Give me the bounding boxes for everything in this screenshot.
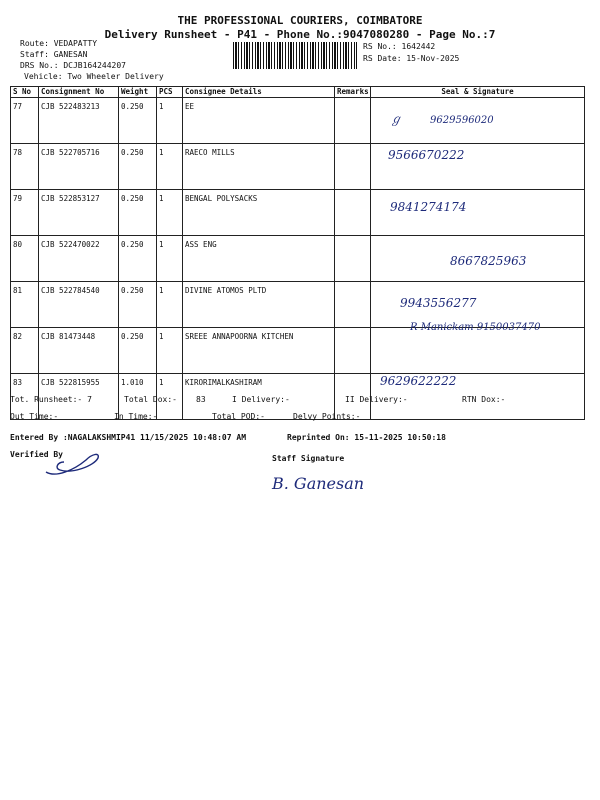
handwritten-sig-77: ℊ 9629596020 — [390, 112, 494, 126]
vehicle-label: Vehicle: Two Wheeler Delivery — [24, 72, 164, 81]
cell-weight: 1.010 — [119, 374, 157, 420]
cell-consignment: CJB 81473448 — [39, 328, 119, 374]
cell-remarks — [335, 190, 371, 236]
reprinted-on: Reprinted On: 15-11-2025 10:50:18 — [287, 433, 446, 442]
delvy-points-label: Delvy Points:- — [293, 412, 361, 421]
handwritten-phone-77: 9629596020 — [430, 115, 494, 126]
cell-sno: 80 — [11, 236, 39, 282]
cell-remarks — [335, 98, 371, 144]
company-title: THE PROFESSIONAL COURIERS, COIMBATORE — [177, 14, 423, 27]
runsheet-subtitle: Delivery Runsheet - P41 - Phone No.:9047080280 - Page No.:7 — [104, 28, 496, 41]
cell-consignment: CJB 522784540 — [39, 282, 119, 328]
table-row — [11, 144, 585, 190]
cell-signature — [371, 328, 585, 374]
cell-remarks — [335, 236, 371, 282]
handwritten-phone-82b: R Manickam 9150037470 — [410, 322, 541, 333]
table-row — [11, 98, 585, 144]
cell-consignee: BENGAL POLYSACKS — [183, 190, 335, 236]
cell-consignment: CJB 522853127 — [39, 190, 119, 236]
cell-consignment: CJB 522483213 — [39, 98, 119, 144]
verified-by-label: Verified By — [10, 450, 63, 459]
cell-consignee: ASS ENG — [183, 236, 335, 282]
cell-weight: 0.250 — [119, 190, 157, 236]
handwritten-phone-83: 9629622222 — [380, 374, 457, 388]
rs-date-label: RS Date: 15-Nov-2025 — [363, 54, 460, 63]
col-pcs: PCS — [157, 87, 183, 98]
handwritten-phone-82a: 9943556277 — [400, 296, 477, 310]
verified-signature-mark — [42, 448, 104, 482]
cell-consignee: KIRORIMALKASHIRAM — [183, 374, 335, 420]
cell-pcs: 1 — [157, 282, 183, 328]
cell-sno: 79 — [11, 190, 39, 236]
handwritten-sig-82b — [410, 322, 540, 333]
cell-consignee: RAECO MILLS — [183, 144, 335, 190]
col-sno: S No — [11, 87, 39, 98]
cell-remarks — [335, 144, 371, 190]
col-consignment: Consignment No — [39, 87, 119, 98]
cell-weight: 0.250 — [119, 236, 157, 282]
cell-pcs: 1 — [157, 190, 183, 236]
col-remarks: Remarks — [335, 87, 371, 98]
handwritten-phone-80: 8667825963 — [450, 254, 527, 268]
out-time-label: Out Time:- — [10, 412, 59, 421]
handwritten-phone-78: 9566670222 — [388, 148, 465, 162]
cell-pcs: 1 — [157, 144, 183, 190]
table-row — [11, 328, 585, 374]
cell-consignment: CJB 522470022 — [39, 236, 119, 282]
total-runsheet: Tot. Runsheet:- 7 — [10, 395, 92, 404]
barcode — [233, 42, 357, 69]
table-header-row — [11, 87, 585, 98]
cell-sno: 78 — [11, 144, 39, 190]
handwritten-sig-79 — [390, 200, 466, 214]
col-weight: Weight — [119, 87, 157, 98]
staff-label: Staff: GANESAN — [20, 50, 88, 59]
cell-consignee: DIVINE ATOMOS PLTD — [183, 282, 335, 328]
col-signature: Seal & Signature — [371, 87, 585, 98]
entered-by: Entered By :NAGALAKSHMIP41 11/15/2025 10:48:07 AM — [10, 433, 247, 442]
handwritten-sig-78 — [388, 148, 464, 162]
handwritten-sig-83 — [380, 374, 456, 388]
cell-pcs: 1 — [157, 374, 183, 420]
total-dox-label: Total Dox:- — [124, 395, 177, 404]
staff-signature-label: Staff Signature — [272, 454, 345, 463]
in-time-label: In Time:- — [114, 412, 158, 421]
total-pod-label: Total POD:- — [212, 412, 265, 421]
cell-weight: 0.250 — [119, 98, 157, 144]
cell-consignee: EE — [183, 98, 335, 144]
rs-no-label: RS No.: 1642442 — [363, 42, 436, 51]
cell-consignment: CJB 522815955 — [39, 374, 119, 420]
cell-weight: 0.250 — [119, 282, 157, 328]
drs-label: DRS No.: DCJB164244207 — [20, 61, 126, 70]
cell-sno: 83 — [11, 374, 39, 420]
cell-pcs: 1 — [157, 236, 183, 282]
cell-weight: 0.250 — [119, 328, 157, 374]
cell-sno: 82 — [11, 328, 39, 374]
cell-sno: 77 — [11, 98, 39, 144]
table-row — [11, 282, 585, 328]
cell-remarks — [335, 282, 371, 328]
cell-pcs: 1 — [157, 98, 183, 144]
route-label: Route: VEDAPATTY — [20, 39, 98, 48]
handwritten-phone-79: 9841274174 — [390, 200, 467, 214]
handwritten-sig-82a — [400, 296, 476, 310]
cell-sno: 81 — [11, 282, 39, 328]
cell-consignment: CJB 522705716 — [39, 144, 119, 190]
table-row — [11, 190, 585, 236]
rtn-dox-label: RTN Dox:- — [462, 395, 506, 404]
cell-pcs: 1 — [157, 328, 183, 374]
handwritten-sig-80 — [450, 254, 526, 268]
i-delivery-label: I Delivery:- — [232, 395, 290, 404]
cell-consignee: SREEE ANNAPOORNA KITCHEN — [183, 328, 335, 374]
col-consignee: Consignee Details — [183, 87, 335, 98]
ii-delivery-label: II Delivery:- — [345, 395, 408, 404]
staff-signature: B. Ganesan — [272, 474, 365, 493]
runsheet-table — [10, 86, 585, 420]
cell-weight: 0.250 — [119, 144, 157, 190]
total-dox-value: 83 — [196, 395, 206, 404]
cell-remarks — [335, 328, 371, 374]
